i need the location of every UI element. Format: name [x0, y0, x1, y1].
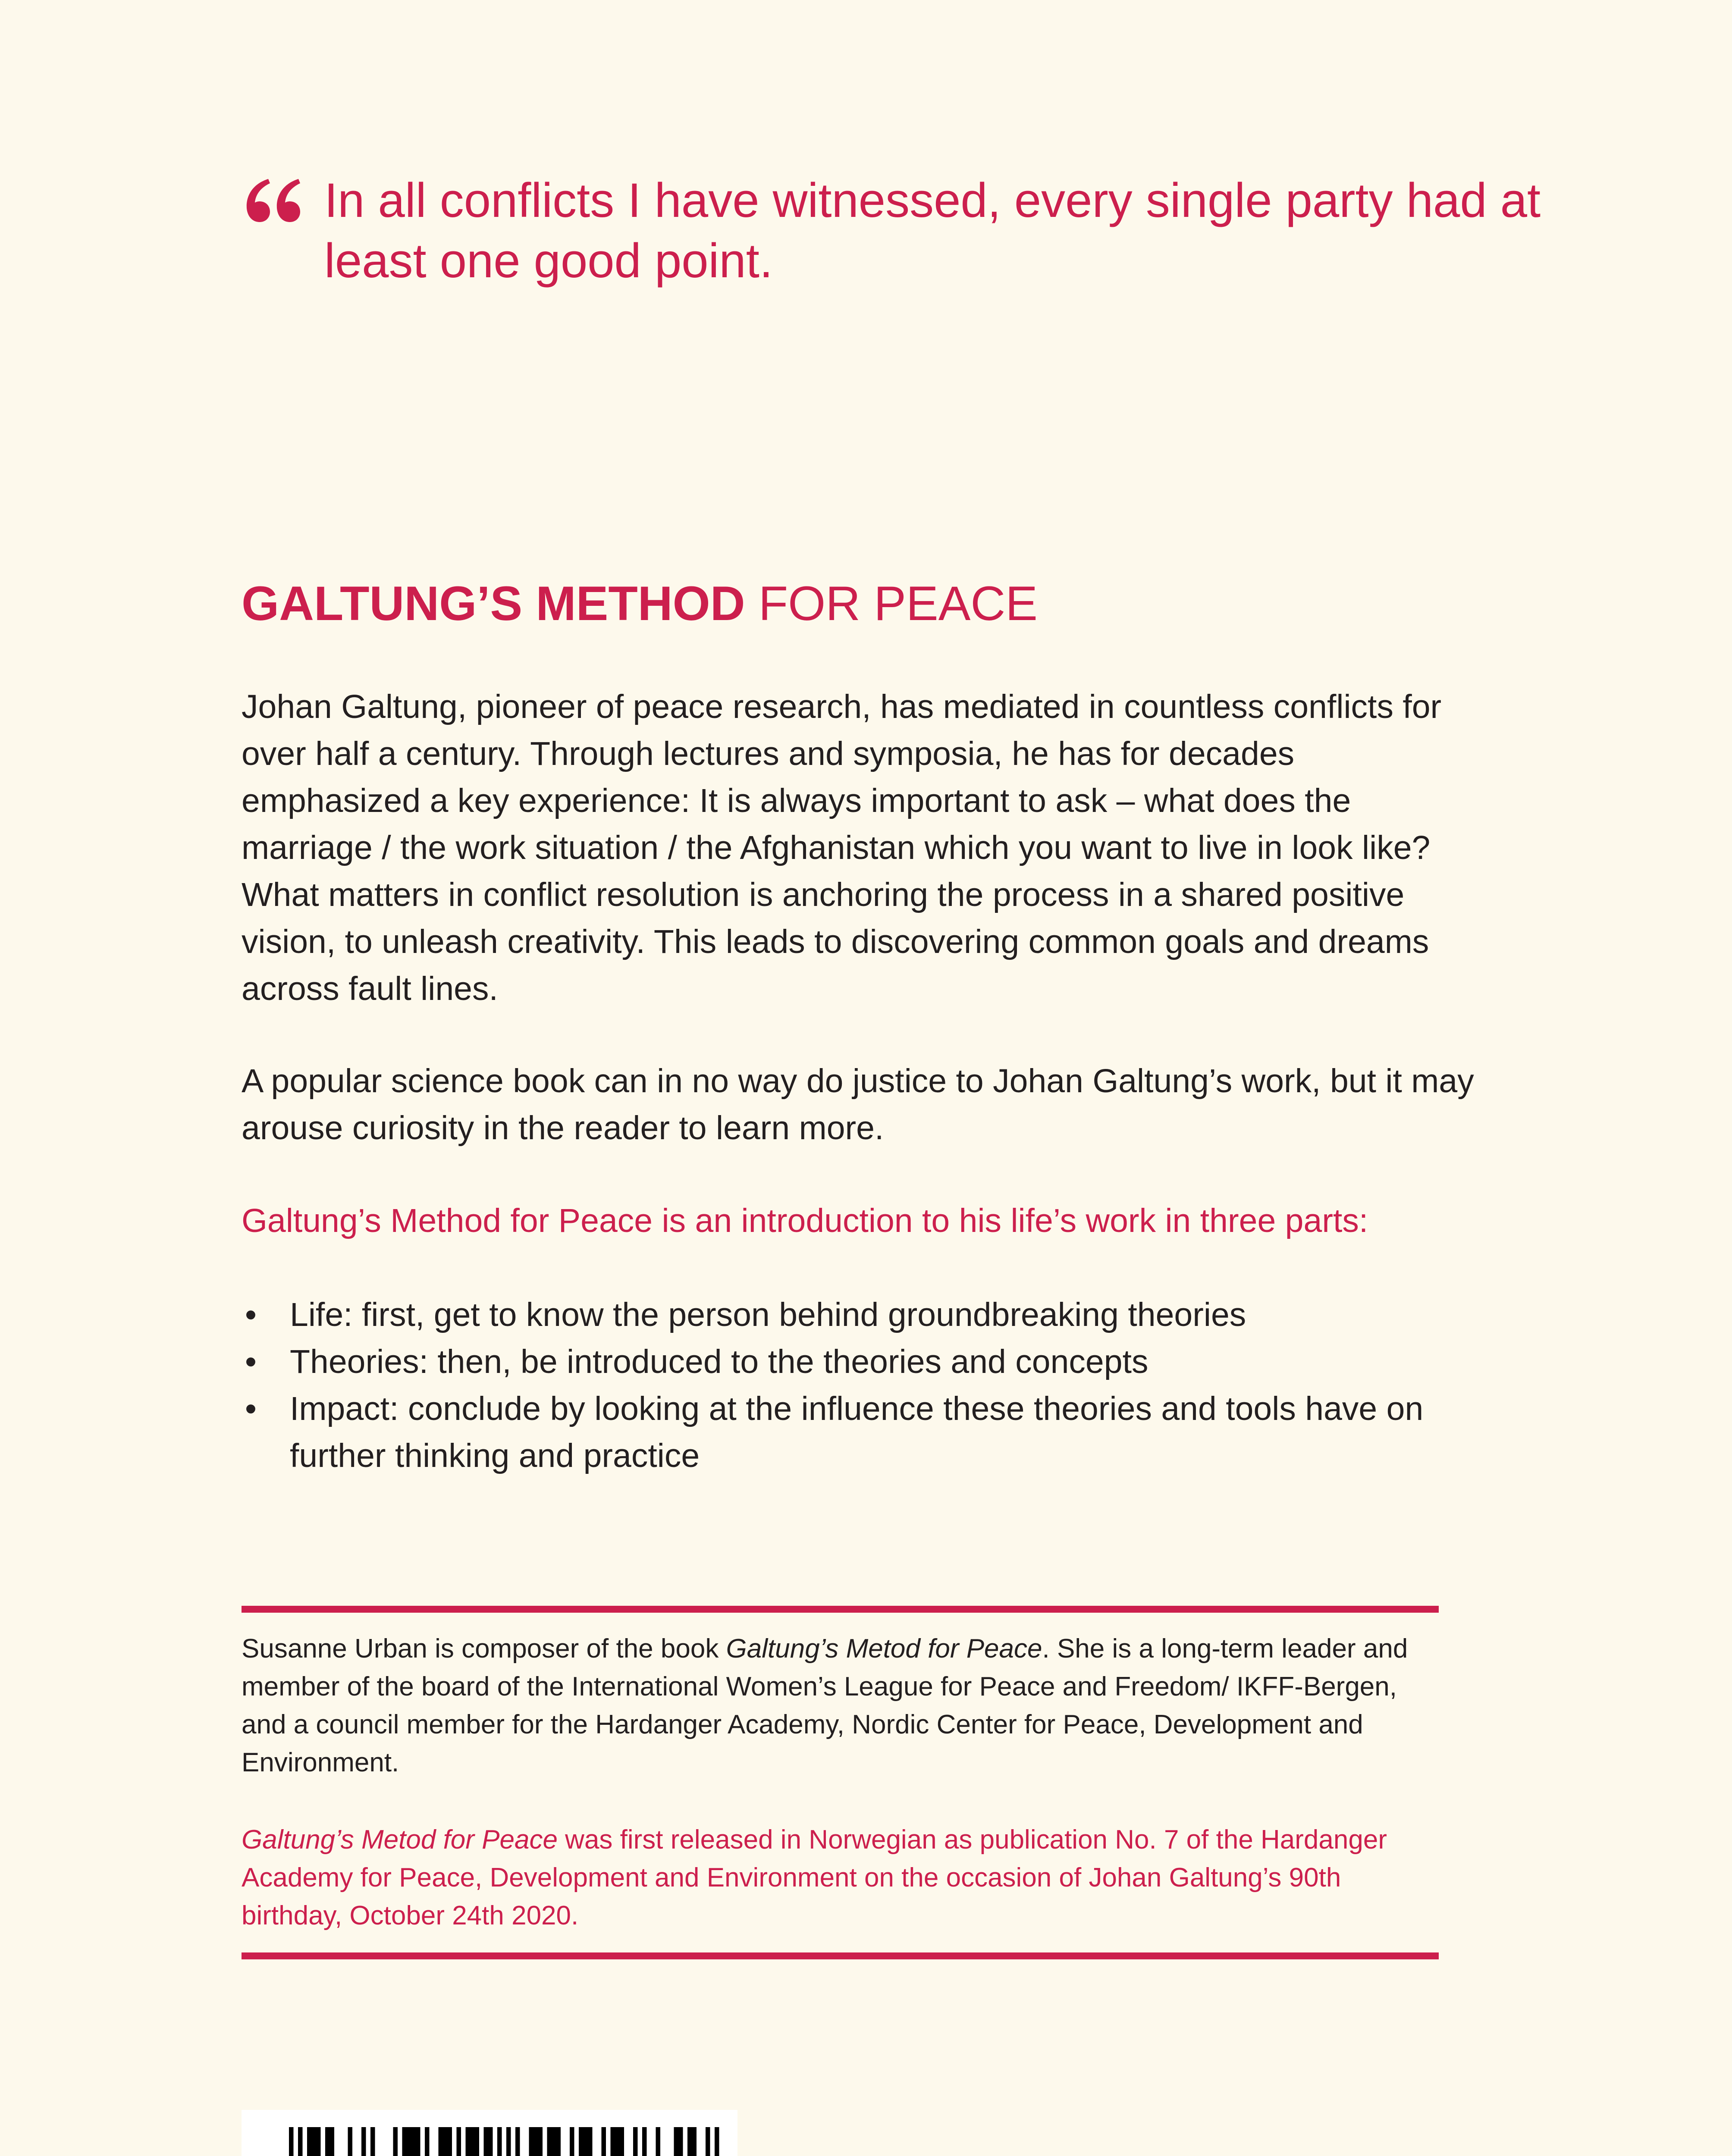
- barcode-bar: [475, 2127, 480, 2156]
- divider-bottom: [242, 1952, 1439, 1959]
- barcode-bar: [674, 2127, 679, 2156]
- list-item: • Theories: then, be introduced to the theories and concepts: [245, 1343, 1148, 1380]
- author-note: [242, 1630, 1440, 1782]
- barcode-bar: [448, 2127, 452, 2156]
- barcode-bar: [602, 2127, 606, 2156]
- isbn-barcode: [242, 2110, 737, 2156]
- barcode-bar: [584, 2127, 588, 2156]
- author-note-text-cont: . She is a long-term leader and member of the board of the International Women’s League for Peace and Freedom/ IKFF-Bergen, and a council member for the Hardanger Academy, Nordic Center for Peace, Development and Environment.: [242, 1634, 1408, 1777]
- barcode-bar: [312, 2127, 317, 2156]
- list-item-text: Life: first, get to know the person behind groundbreaking theories: [290, 1296, 1246, 1333]
- barcode-bar: [402, 2127, 407, 2156]
- barcode-bar: [615, 2127, 620, 2156]
- barcode-bar: [678, 2127, 683, 2156]
- barcode-bar: [687, 2127, 692, 2156]
- barcode-bar: [706, 2127, 710, 2156]
- title-light: FOR PEACE: [758, 577, 1038, 630]
- divider-top: [242, 1606, 1439, 1613]
- parts-intro: Galtung’s Method for Peace is an introduction to his life’s work in three parts:: [242, 1202, 1368, 1239]
- barcode-bar: [588, 2127, 593, 2156]
- barcode-bar: [393, 2127, 398, 2156]
- barcode-bar: [416, 2127, 420, 2156]
- barcode-bar: [348, 2127, 353, 2156]
- barcode-bar: [470, 2127, 475, 2156]
- barcode-bar: [642, 2127, 647, 2156]
- barcode-bar: [556, 2127, 561, 2156]
- barcode-bar: [515, 2127, 520, 2156]
- barcode-bar: [579, 2127, 584, 2156]
- list-item-text: Impact: conclude by looking at the influence these theories and tools have on further thinking and practice: [290, 1390, 1424, 1474]
- barcode-bar: [425, 2127, 430, 2156]
- barcode-bar: [457, 2127, 461, 2156]
- description-paragraph-2: A popular science book can in no way do justice to Johan Galtung’s work, but it may arouse curiosity in the reader to learn more.: [242, 1062, 1474, 1147]
- barcode-bar: [497, 2127, 502, 2156]
- barcode-bar: [611, 2127, 615, 2156]
- release-note-text: was first released in Norwegian as publication No. 7 of the Hardanger Academy for Peace, Development and Environment on the occasion of Johan Galtung’s 90th birthday, October 24th 2020.: [242, 1825, 1387, 1930]
- barcode-bar: [307, 2127, 312, 2156]
- barcode-bars: [242, 2110, 737, 2156]
- barcode-bar: [692, 2127, 697, 2156]
- description-paragraph-1: Johan Galtung, pioneer of peace research, has mediated in countless conflicts for over half a century. Through lectures and symposia, he has for decades emphasized a key experience: It is always important to ask – what does the marriage / the work situation / the Afghanistan which you want to live in look like? What matters in conflict resolution is anchoring the process in a shared positive vision, to unleash creativity. This leads to discovering common goals and dreams across fault lines.: [242, 688, 1442, 1007]
- barcode-bar: [289, 2127, 294, 2156]
- barcode-bar: [330, 2127, 335, 2156]
- barcode-bar: [715, 2127, 719, 2156]
- release-note-book-title: Galtung’s Metod for Peace: [242, 1825, 558, 1855]
- barcode-bar: [488, 2127, 493, 2156]
- barcode-bar: [552, 2127, 556, 2156]
- barcode-bar: [620, 2127, 624, 2156]
- barcode-bar: [370, 2127, 375, 2156]
- barcode-bar: [316, 2127, 321, 2156]
- barcode-bar: [439, 2127, 443, 2156]
- book-title: [242, 573, 1038, 634]
- quotation-mark-icon: [242, 170, 302, 231]
- barcode-bar: [656, 2127, 661, 2156]
- barcode-bar: [506, 2127, 511, 2156]
- release-note: [242, 1821, 1440, 1935]
- quote-text: In all conflicts I have witnessed, every single party had at least one good point.: [324, 173, 1541, 288]
- author-note-text: Susanne Urban is composer of the book: [242, 1634, 726, 1664]
- barcode-bar: [538, 2127, 543, 2156]
- barcode-bar: [361, 2127, 366, 2156]
- author-note-book-title: Galtung’s Metod for Peace: [726, 1634, 1042, 1664]
- parts-list: [242, 1291, 1475, 1479]
- list-item-text: Theories: then, be introduced to the theories and concepts: [290, 1343, 1148, 1380]
- barcode-bar: [443, 2127, 448, 2156]
- barcode-bar: [325, 2127, 330, 2156]
- barcode-bar: [484, 2127, 489, 2156]
- barcode-bar: [298, 2127, 303, 2156]
- title-bold: GALTUNG’S METHOD: [242, 577, 745, 630]
- barcode-bar: [547, 2127, 552, 2156]
- list-item: • Life: first, get to know the person behind groundbreaking theories: [245, 1296, 1246, 1333]
- barcode-bar: [533, 2127, 538, 2156]
- barcode-bar: [466, 2127, 471, 2156]
- barcode-bar: [633, 2127, 638, 2156]
- list-item: • Impact: conclude by looking at the influence these theories and tools have on further thinking and practice: [245, 1390, 1424, 1474]
- barcode-bar: [411, 2127, 416, 2156]
- barcode-bar: [570, 2127, 574, 2156]
- barcode-bar: [407, 2127, 411, 2156]
- barcode-bar: [529, 2127, 534, 2156]
